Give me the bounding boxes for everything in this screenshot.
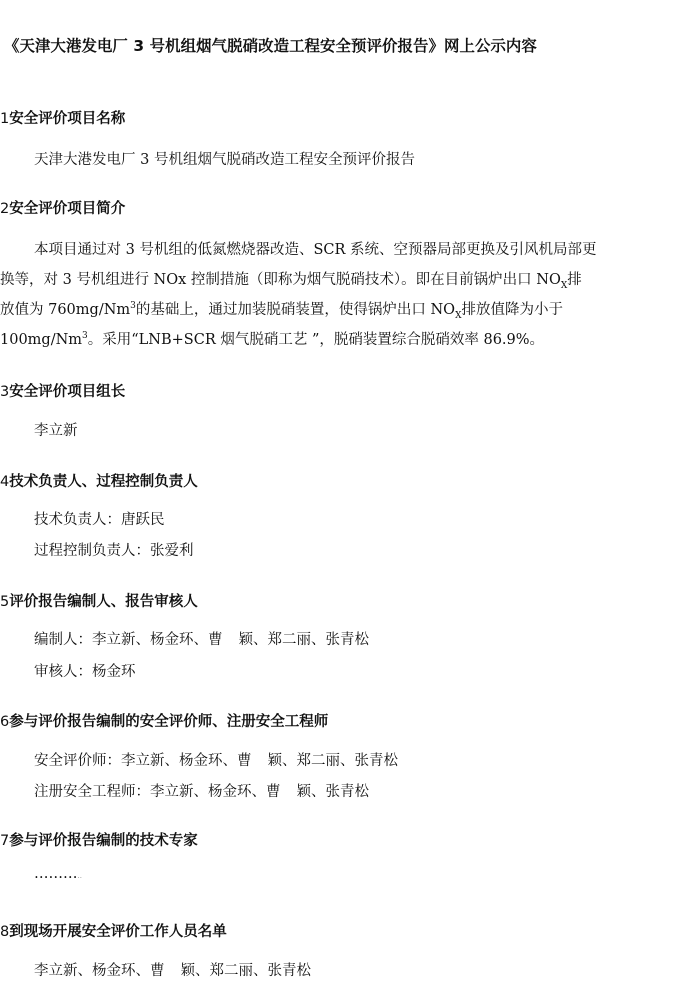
section-5-heading (0, 590, 198, 611)
onsite-staff-list: 李立新、杨金环、曹 颖、郑二丽、张青松 (34, 963, 311, 979)
section-number: 2 (0, 201, 10, 217)
intro-line-1: 本项目通过对 3 号机组的低氮燃烧器改造、SCR 系统、空预器局部更换及引风机局部更 (34, 242, 597, 258)
section-number: 3 (0, 384, 10, 400)
section-title: 安全评价项目名称 (9, 111, 126, 127)
section-title: 安全评价项目简介 (9, 201, 126, 217)
section-title: 技术负责人、过程控制负责人 (9, 474, 198, 490)
section-number: 8 (0, 924, 10, 940)
section-1-heading (0, 107, 125, 128)
intro-line-3: 放值为 760mg/Nm$^3$的基础上，通过加装脱硝装置，使得锅炉出口 $NO_X$排放值降为小于 (0, 301, 563, 321)
registered-safety-engineers: 注册安全工程师：李立新、杨金环、曹 颖、张青松 (34, 784, 369, 800)
project-name: 天津大港发电厂 3 号机组烟气脱硝改造工程安全预评价报告 (34, 152, 415, 168)
ellipsis-mark: .. (77, 872, 82, 880)
section-title: 到现场开展安全评价工作人员名单 (9, 924, 227, 940)
document-title: 《天津大港发电厂 3 号机组烟气脱硝改造工程安全预评价报告》网上公示内容 (4, 37, 537, 55)
section-2-heading (0, 197, 125, 218)
section-title: 安全评价项目组长 (9, 384, 126, 400)
process-control-lead: 过程控制负责人：张爱利 (34, 543, 194, 559)
report-authors: 编制人：李立新、杨金环、曹 颖、郑二丽、张青松 (34, 632, 369, 648)
section-4-heading (0, 470, 198, 491)
section-title: 评价报告编制人、报告审核人 (9, 594, 198, 610)
section-title: 参与评价报告编制的技术专家 (9, 833, 198, 849)
intro-line-2: 换等，对 3 号机组进行 NOx 控制措施（即称为烟气脱硝技术）。即在目前锅炉出口 $NO_X$排 (0, 272, 582, 291)
section-number: 4 (0, 474, 10, 490)
section-7-heading (0, 829, 198, 850)
intro-line-4: 100mg/Nm$^3$。采用“LNB+SCR 烟气脱硝工艺 ”，脱硝装置综合脱硝效率 86.9%。 (0, 331, 545, 348)
project-leader: 李立新 (34, 423, 78, 439)
section-8-heading (0, 920, 227, 941)
section-number: 7 (0, 833, 10, 849)
section-number: 5 (0, 594, 10, 610)
safety-assessors: 安全评价师：李立新、杨金环、曹 颖、郑二丽、张青松 (34, 753, 398, 769)
section-title: 参与评价报告编制的安全评价师、注册安全工程师 (9, 714, 329, 730)
section-3-heading (0, 380, 125, 401)
technical-experts (34, 866, 82, 882)
report-reviewer: 审核人：杨金环 (34, 664, 136, 680)
section-6-heading (0, 710, 328, 731)
section-number: 6 (0, 714, 10, 730)
ellipsis: ……… (34, 866, 78, 882)
tech-lead: 技术负责人：唐跃民 (34, 512, 165, 528)
section-number: 1 (0, 111, 10, 127)
